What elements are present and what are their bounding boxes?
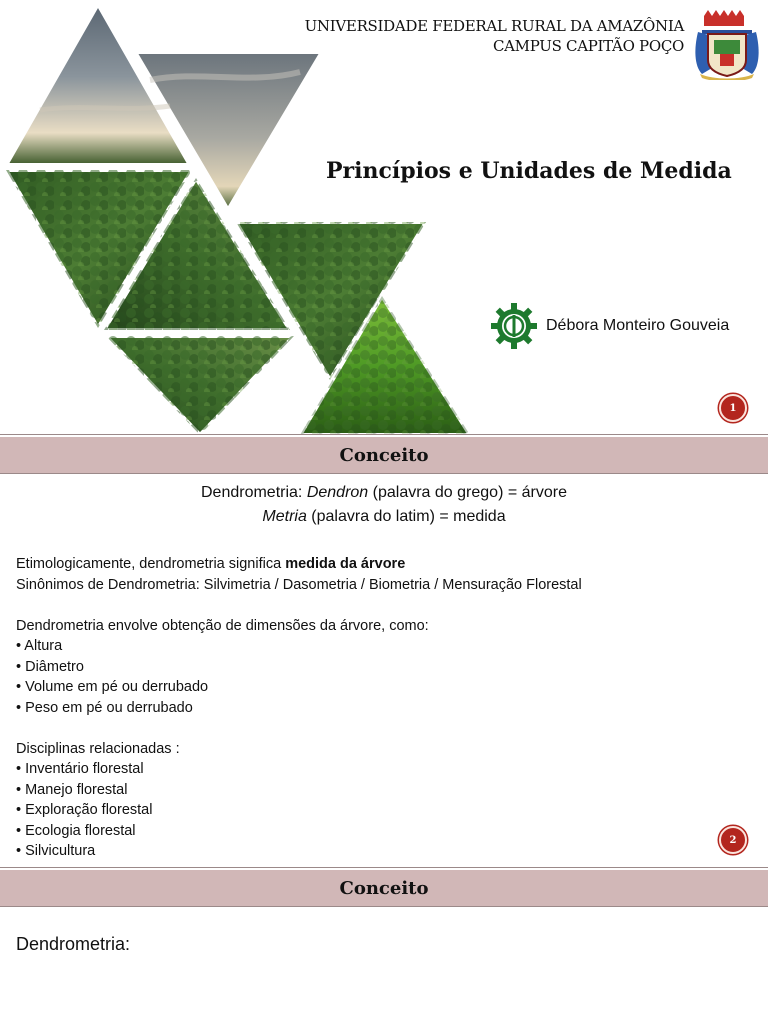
dimensions-intro: Dendrometria envolve obtenção de dimensões da árvore, como: <box>16 617 429 634</box>
term-metria: Metria <box>262 508 307 525</box>
synonyms-line: Sinônimos de Dendrometria: Silvimetria / Dasometria / Biometria / Mensuração Florestal <box>16 576 582 593</box>
section-header-title: Conceito <box>339 877 429 899</box>
title-slide <box>0 0 768 435</box>
definition-dendron-meaning: (palavra do grego) = árvore <box>368 484 567 501</box>
concept-slide-continued <box>0 908 768 1024</box>
university-crest-icon <box>692 8 762 80</box>
discipline-item: • Ecologia florestal <box>16 822 136 839</box>
dimension-item: • Diâmetro <box>16 658 84 675</box>
university-name <box>305 16 684 56</box>
discipline-item: • Manejo florestal <box>16 781 128 798</box>
author-block <box>490 302 729 350</box>
etymology-text: Etimologicamente, dendrometria significa <box>16 556 286 572</box>
etymology-emphasis: medida da árvore <box>285 556 406 572</box>
presentation-title: Princípios e Unidades de Medida <box>326 158 732 184</box>
dimension-item: • Volume em pé ou derrubado <box>16 679 209 695</box>
definition-line-2 <box>0 508 768 526</box>
section-header-bar <box>0 868 768 906</box>
definition-line-1 <box>0 484 768 502</box>
author-name: Débora Monteiro Gouveia <box>546 317 730 334</box>
section-header-bar <box>0 435 768 473</box>
etymology-line <box>16 554 582 575</box>
concept-body <box>16 554 582 862</box>
discipline-item: • Exploração florestal <box>16 802 153 818</box>
dimension-item: • Peso em pé ou derrubado <box>16 699 193 716</box>
page-number-badge: 2 <box>719 826 747 854</box>
term-dendron: Dendron <box>306 484 369 501</box>
definition-prefix: Dendrometria: <box>201 484 307 501</box>
discipline-item: • Inventário florestal <box>16 761 144 777</box>
forest-triangle-mosaic <box>0 0 480 435</box>
disciplines-intro: Disciplinas relacionadas : <box>16 740 180 757</box>
university-line-2: CAMPUS CAPITÃO POÇO <box>492 37 684 55</box>
university-line-1: UNIVERSIDADE FEDERAL RURAL DA AMAZÔNIA <box>304 17 684 35</box>
dimension-item: • Altura <box>16 638 63 654</box>
concept-slide <box>0 474 768 868</box>
dendrometria-heading: Dendrometria: <box>16 934 131 954</box>
gear-logo-icon <box>490 302 538 350</box>
discipline-item: • Silvicultura <box>16 843 96 859</box>
section-header-title: Conceito <box>339 444 429 466</box>
definition-metria-meaning: (palavra do latim) = medida <box>306 508 506 525</box>
page-number-badge: 1 <box>719 394 747 422</box>
